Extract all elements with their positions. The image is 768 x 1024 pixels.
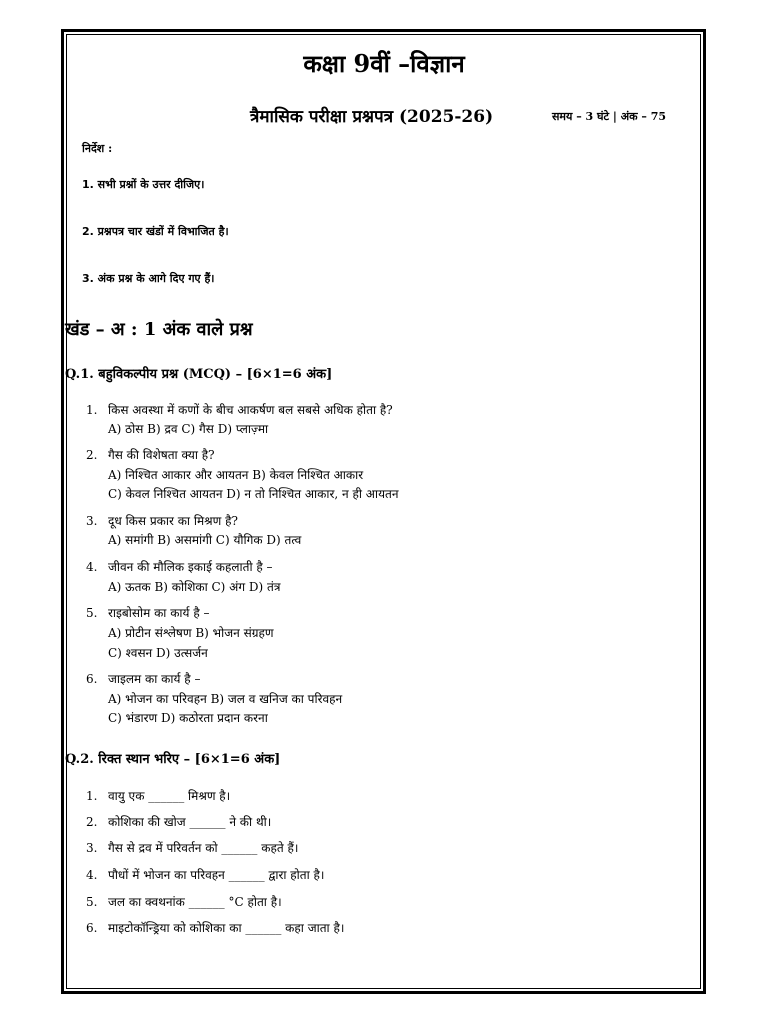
item-question: किस अवस्था में कणों के बीच आकर्षण बल सबसे अधिक होता है? bbox=[108, 403, 393, 417]
mcq-options: A) समांगी B) असमांगी C) यौगिक D) तत्व bbox=[108, 533, 302, 547]
page-title: कक्षा 9वीं –विज्ञान bbox=[303, 49, 465, 78]
instructions-heading: निर्देश : bbox=[82, 142, 113, 155]
time-marks: समय – 3 घंटे | अंक – 75 bbox=[552, 110, 667, 123]
item-number: 5. bbox=[86, 895, 98, 909]
item-text: कोशिका की खोज ______ ने की थी। bbox=[108, 815, 272, 829]
item-number: 3. bbox=[86, 514, 98, 528]
fill-blank-item bbox=[86, 918, 344, 938]
question-heading-q2: Q.2. रिक्त स्थान भरिए – [6×1=6 अंक] bbox=[65, 752, 281, 767]
mcq-options: C) केवल निश्चित आयतन D) न तो निश्चित आकार, न ही आयतन bbox=[108, 487, 399, 501]
mcq-item bbox=[86, 511, 238, 531]
fill-blank-item bbox=[86, 812, 271, 832]
section-heading: खंड – अ : 1 अंक वाले प्रश्न bbox=[65, 319, 253, 340]
question-heading-q1: Q.1. बहुविकल्पीय प्रश्न (MCQ) – [6×1=6 अंक] bbox=[65, 367, 333, 382]
mcq-options: A) निश्चित आकार और आयतन B) केवल निश्चित आकार bbox=[108, 468, 364, 482]
instruction-item: 2. प्रश्नपत्र चार खंडों में विभाजित है। bbox=[82, 225, 229, 238]
item-text: गैस से द्रव में परिवर्तन को ______ कहते हैं। bbox=[108, 841, 299, 855]
item-number: 6. bbox=[86, 672, 98, 686]
item-question: राइबोसोम का कार्य है – bbox=[108, 606, 210, 620]
item-text: पौधों में भोजन का परिवहन ______ द्वारा होता है। bbox=[108, 868, 325, 882]
mcq-options: C) भंडारण D) कठोरता प्रदान करना bbox=[108, 711, 268, 725]
exam-subtitle: त्रैमासिक परीक्षा प्रश्नपत्र (2025-26) bbox=[250, 107, 494, 127]
mcq-item bbox=[86, 603, 210, 623]
mcq-item bbox=[86, 669, 200, 689]
item-question: जीवन की मौलिक इकाई कहलाती है – bbox=[108, 560, 273, 574]
item-question: जाइलम का कार्य है – bbox=[108, 672, 201, 686]
mcq-options: C) श्वसन D) उत्सर्जन bbox=[108, 646, 208, 660]
item-number: 6. bbox=[86, 921, 98, 935]
mcq-item bbox=[86, 400, 393, 420]
item-number: 2. bbox=[86, 815, 98, 829]
mcq-options: A) प्रोटीन संश्लेषण B) भोजन संग्रहण bbox=[108, 626, 274, 640]
item-number: 1. bbox=[86, 789, 98, 803]
item-number: 4. bbox=[86, 560, 98, 574]
fill-blank-item bbox=[86, 838, 298, 858]
instruction-item: 3. अंक प्रश्न के आगे दिए गए हैं। bbox=[82, 272, 215, 285]
mcq-options: A) ऊतक B) कोशिका C) अंग D) तंत्र bbox=[108, 580, 281, 594]
mcq-options: A) ठोस B) द्रव C) गैस D) प्लाज़्मा bbox=[108, 422, 269, 436]
item-text: जल का क्वथनांक ______ °C होता है। bbox=[108, 895, 282, 909]
item-text: वायु एक ______ मिश्रण है। bbox=[108, 789, 231, 803]
mcq-options: A) भोजन का परिवहन B) जल व खनिज का परिवहन bbox=[108, 692, 343, 706]
item-question: गैस की विशेषता क्या है? bbox=[108, 448, 215, 462]
item-text: माइटोकॉन्ड्रिया को कोशिका का ______ कहा जाता है। bbox=[108, 921, 345, 935]
item-number: 4. bbox=[86, 868, 98, 882]
mcq-item bbox=[86, 557, 273, 577]
item-number: 3. bbox=[86, 841, 98, 855]
fill-blank-item bbox=[86, 892, 282, 912]
item-number: 5. bbox=[86, 606, 98, 620]
subtitle-row bbox=[250, 104, 690, 130]
mcq-item bbox=[86, 445, 215, 465]
fill-blank-item bbox=[86, 865, 324, 885]
item-question: दूध किस प्रकार का मिश्रण है? bbox=[108, 514, 238, 528]
item-number: 2. bbox=[86, 448, 98, 462]
item-number: 1. bbox=[86, 403, 98, 417]
fill-blank-item bbox=[86, 786, 230, 806]
instruction-item: 1. सभी प्रश्नों के उत्तर दीजिए। bbox=[82, 178, 205, 191]
